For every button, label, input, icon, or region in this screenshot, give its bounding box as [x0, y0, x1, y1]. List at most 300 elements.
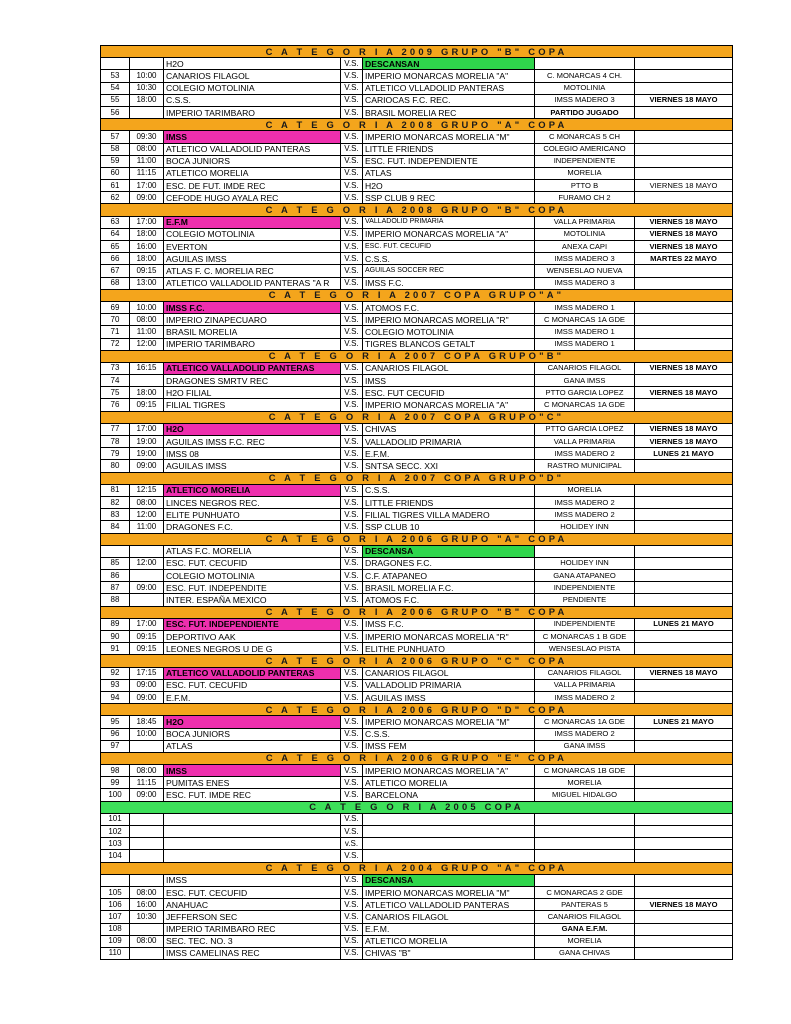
- match-date: [635, 594, 733, 606]
- home-team: INTER. ESPAÑA MEXICO: [164, 594, 341, 606]
- away-team: CARIOCAS F.C. REC.: [363, 94, 535, 106]
- table-row: [101, 935, 733, 947]
- schedule-sheet: [100, 45, 732, 960]
- match-date: [635, 509, 733, 521]
- match-time: 18:00: [130, 228, 164, 240]
- venue: IMSS MADERO 2: [535, 448, 635, 460]
- away-team: VALLADOLID PRIMARIA: [363, 679, 535, 691]
- venue: PTTO GARCIA LOPEZ: [535, 387, 635, 399]
- table-row: [101, 277, 733, 289]
- category-header: [101, 350, 733, 362]
- away-team: BARCELONA: [363, 789, 535, 801]
- match-date: [635, 557, 733, 569]
- venue: IMSS MADERO 3: [535, 94, 635, 106]
- away-team: IMPERIO MONARCAS MORELIA "A": [363, 765, 535, 777]
- match-time: 17:00: [130, 423, 164, 435]
- home-team: ANAHUAC: [164, 899, 341, 911]
- match-time: 09:15: [130, 399, 164, 411]
- table-row: [101, 375, 733, 387]
- home-team: ELITE PUNHUATO: [164, 509, 341, 521]
- table-row: [101, 70, 733, 82]
- match-time: 16:15: [130, 362, 164, 374]
- table-row: [101, 423, 733, 435]
- match-date: [635, 277, 733, 289]
- match-time: 10:30: [130, 911, 164, 923]
- venue: INDEPENDIENTE: [535, 618, 635, 630]
- away-team: FILIAL TIGRES VILLA MADERO: [363, 509, 535, 521]
- match-number: 56: [101, 106, 130, 118]
- table-row: [101, 448, 733, 460]
- home-team: AGUILAS IMSS: [164, 460, 341, 472]
- table-row: [101, 691, 733, 703]
- category-header: [101, 46, 733, 58]
- match-date: [635, 265, 733, 277]
- home-team: AGUILAS IMSS: [164, 253, 341, 265]
- table-row: [101, 899, 733, 911]
- versus-label: V.S.: [341, 106, 363, 118]
- category-header: [101, 411, 733, 423]
- match-number: 84: [101, 521, 130, 533]
- match-number: 88: [101, 594, 130, 606]
- away-team: ATLETICO VLLADOLID PANTERAS: [363, 82, 535, 94]
- table-row: [101, 777, 733, 789]
- match-number: 106: [101, 899, 130, 911]
- venue: ANEXA CAPI: [535, 241, 635, 253]
- versus-label: V.S.: [341, 557, 363, 569]
- category-header: [101, 119, 733, 131]
- home-team: ATLAS F.C. MORELIA: [164, 545, 341, 557]
- versus-label: V.S.: [341, 338, 363, 350]
- home-team: ATLETICO MORELIA: [164, 167, 341, 179]
- match-date: [635, 338, 733, 350]
- match-time: 09:30: [130, 131, 164, 143]
- venue: C MONARCAS 2 GDE: [535, 886, 635, 898]
- home-team: H2O: [164, 423, 341, 435]
- match-number: 55: [101, 94, 130, 106]
- venue: PARTIDO JUGADO: [535, 106, 635, 118]
- match-number: 85: [101, 557, 130, 569]
- match-time: [130, 58, 164, 70]
- match-number: 102: [101, 826, 130, 838]
- match-date: [635, 582, 733, 594]
- table-row: [101, 106, 733, 118]
- home-team: JEFFERSON SEC: [164, 911, 341, 923]
- home-team: IMSS 08: [164, 448, 341, 460]
- match-time: 18:45: [130, 716, 164, 728]
- table-row: [101, 496, 733, 508]
- match-time: [130, 594, 164, 606]
- table-row: [101, 594, 733, 606]
- category-header: [101, 752, 733, 764]
- category-header: [101, 655, 733, 667]
- match-date: [635, 82, 733, 94]
- match-time: 17:15: [130, 667, 164, 679]
- versus-label: V.S.: [341, 253, 363, 265]
- match-number: 68: [101, 277, 130, 289]
- versus-label: V.S.: [341, 886, 363, 898]
- venue: GANA ATAPANEO: [535, 570, 635, 582]
- match-date: [635, 131, 733, 143]
- match-time: [130, 545, 164, 557]
- category-title: C A T E G O R I A 2006 GRUPO "A" COPA: [101, 533, 733, 545]
- home-team: E.F.M: [164, 216, 341, 228]
- versus-label: V.S.: [341, 740, 363, 752]
- away-team: VALLADOLID PRIMARIA: [363, 216, 535, 228]
- home-team: AGUILAS IMSS F.C. REC: [164, 436, 341, 448]
- home-team: ATLETICO VALLADOLID PANTERAS "A R: [164, 277, 341, 289]
- home-team: DEPORTIVO AAK: [164, 631, 341, 643]
- venue: CANARIOS FILAGOL: [535, 667, 635, 679]
- away-team: CANARIOS FILAGOL: [363, 667, 535, 679]
- away-team: SSP CLUB 10: [363, 521, 535, 533]
- versus-label: V.S.: [341, 777, 363, 789]
- match-time: 11:00: [130, 326, 164, 338]
- versus-label: V.S.: [341, 387, 363, 399]
- match-date: [635, 484, 733, 496]
- away-team: ESC. FUT CECUFID: [363, 387, 535, 399]
- versus-label: V.S.: [341, 716, 363, 728]
- match-date: [635, 631, 733, 643]
- match-time: 12:00: [130, 509, 164, 521]
- venue: MORELIA: [535, 777, 635, 789]
- away-team: DESCANSA: [363, 545, 535, 557]
- match-date: [635, 947, 733, 959]
- match-date: [635, 399, 733, 411]
- match-date: [635, 923, 733, 935]
- table-row: [101, 643, 733, 655]
- table-row: [101, 362, 733, 374]
- category-title: C A T E G O R I A 2008 GRUPO "A" COPA: [101, 119, 733, 131]
- venue: [535, 58, 635, 70]
- match-time: 10:30: [130, 82, 164, 94]
- table-row: [101, 436, 733, 448]
- match-number: 95: [101, 716, 130, 728]
- match-time: 18:00: [130, 94, 164, 106]
- match-number: 96: [101, 728, 130, 740]
- versus-label: V.S.: [341, 679, 363, 691]
- category-header: [101, 606, 733, 618]
- away-team: ATOMOS F.C.: [363, 301, 535, 313]
- table-row: [101, 460, 733, 472]
- venue: [535, 850, 635, 862]
- venue: MIGUEL HIDALGO: [535, 789, 635, 801]
- away-team: AGUILAS IMSS: [363, 691, 535, 703]
- match-number: 54: [101, 82, 130, 94]
- away-team: CANARIOS FILAGOL: [363, 911, 535, 923]
- table-row: [101, 631, 733, 643]
- home-team: COLEGIO MOTOLINIA: [164, 82, 341, 94]
- away-team: IMSS: [363, 375, 535, 387]
- versus-label: V.S.: [341, 728, 363, 740]
- match-time: 09:00: [130, 789, 164, 801]
- match-time: 17:00: [130, 618, 164, 630]
- match-date: VIERNES 18 MAYO: [635, 362, 733, 374]
- table-row: [101, 716, 733, 728]
- versus-label: V.S.: [341, 496, 363, 508]
- away-team: IMSS F.C.: [363, 618, 535, 630]
- venue: IMSS MADERO 3: [535, 253, 635, 265]
- match-number: [101, 545, 130, 557]
- away-team: SSP CLUB 9 REC: [363, 192, 535, 204]
- match-time: 10:00: [130, 728, 164, 740]
- away-team: IMPERIO MONARCAS MORELIA "A": [363, 70, 535, 82]
- match-number: 78: [101, 436, 130, 448]
- versus-label: V.S.: [341, 167, 363, 179]
- match-number: 94: [101, 691, 130, 703]
- category-header: [101, 204, 733, 216]
- table-row: [101, 265, 733, 277]
- match-number: 81: [101, 484, 130, 496]
- home-team: EVERTON: [164, 241, 341, 253]
- venue: C MONARCAS 1B GDE: [535, 765, 635, 777]
- match-number: 83: [101, 509, 130, 521]
- away-team: IMSS FEM: [363, 740, 535, 752]
- venue: C MONARCAS 1A GDE: [535, 399, 635, 411]
- venue: INDEPENDIENTE: [535, 155, 635, 167]
- away-team: IMPERIO MONARCAS MORELIA "M": [363, 131, 535, 143]
- away-team: ESC. FUT. CECUFID: [363, 241, 535, 253]
- versus-label: V.S.: [341, 143, 363, 155]
- home-team: H2O: [164, 58, 341, 70]
- home-team: DRAGONES F.C.: [164, 521, 341, 533]
- away-team: IMPERIO MONARCAS MORELIA "M": [363, 716, 535, 728]
- match-number: 110: [101, 947, 130, 959]
- match-date: [635, 58, 733, 70]
- table-row: [101, 789, 733, 801]
- versus-label: V.S.: [341, 813, 363, 825]
- match-number: 64: [101, 228, 130, 240]
- category-title: C A T E G O R I A 2006 GRUPO "C" COPA: [101, 655, 733, 667]
- match-time: 11:00: [130, 521, 164, 533]
- table-row: [101, 521, 733, 533]
- table-row: [101, 947, 733, 959]
- away-team: IMPERIO MONARCAS MORELIA "M": [363, 886, 535, 898]
- match-number: 109: [101, 935, 130, 947]
- match-number: 62: [101, 192, 130, 204]
- versus-label: V.S.: [341, 899, 363, 911]
- venue: COLEGIO AMERICANO: [535, 143, 635, 155]
- versus-label: V.S.: [341, 228, 363, 240]
- home-team: IMSS: [164, 765, 341, 777]
- match-time: 11:15: [130, 167, 164, 179]
- versus-label: V.S.: [341, 131, 363, 143]
- table-row: [101, 228, 733, 240]
- home-team: [164, 850, 341, 862]
- match-date: [635, 935, 733, 947]
- home-team: CEFODE HUGO AYALA REC: [164, 192, 341, 204]
- home-team: SEC. TEC. NO. 3: [164, 935, 341, 947]
- table-row: [101, 582, 733, 594]
- away-team: IMSS F.C.: [363, 277, 535, 289]
- match-time: 08:00: [130, 935, 164, 947]
- match-number: 53: [101, 70, 130, 82]
- match-number: 99: [101, 777, 130, 789]
- match-number: 98: [101, 765, 130, 777]
- match-number: 61: [101, 180, 130, 192]
- match-time: [130, 740, 164, 752]
- versus-label: V.S.: [341, 594, 363, 606]
- match-time: 10:00: [130, 301, 164, 313]
- home-team: [164, 826, 341, 838]
- versus-label: V.S.: [341, 241, 363, 253]
- match-number: 58: [101, 143, 130, 155]
- versus-label: V.S.: [341, 460, 363, 472]
- home-team: LINCES NEGROS REC.: [164, 496, 341, 508]
- match-date: VIERNES 18 MAYO: [635, 94, 733, 106]
- match-date: [635, 874, 733, 886]
- home-team: IMSS CAMELINAS REC: [164, 947, 341, 959]
- match-date: VIERNES 18 MAYO: [635, 423, 733, 435]
- table-row: [101, 874, 733, 886]
- venue: [535, 838, 635, 850]
- match-date: VIERNES 18 MAYO: [635, 667, 733, 679]
- home-team: COLEGIO MOTOLINIA: [164, 228, 341, 240]
- away-team: COLEGIO MOTOLINIA: [363, 326, 535, 338]
- table-row: [101, 301, 733, 313]
- away-team: DESCANSA: [363, 874, 535, 886]
- versus-label: V.S.: [341, 911, 363, 923]
- away-team: CHIVAS "B": [363, 947, 535, 959]
- match-time: 16:00: [130, 241, 164, 253]
- away-team: CANARIOS FILAGOL: [363, 362, 535, 374]
- table-row: [101, 484, 733, 496]
- versus-label: V.S.: [341, 618, 363, 630]
- match-time: 08:00: [130, 496, 164, 508]
- versus-label: V.S.: [341, 923, 363, 935]
- venue: IMSS MADERO 3: [535, 277, 635, 289]
- versus-label: V.S.: [341, 545, 363, 557]
- venue: INDEPENDIENTE: [535, 582, 635, 594]
- match-time: 13:00: [130, 277, 164, 289]
- home-team: ATLAS F. C. MORELIA REC: [164, 265, 341, 277]
- match-date: LUNES 21 MAYO: [635, 716, 733, 728]
- match-number: 93: [101, 679, 130, 691]
- match-date: VIERNES 18 MAYO: [635, 228, 733, 240]
- match-time: 09:00: [130, 192, 164, 204]
- home-team: ESC. FUT. INDEPENDIENTE: [164, 618, 341, 630]
- away-team: C.S.S.: [363, 253, 535, 265]
- match-time: 10:00: [130, 70, 164, 82]
- venue: RASTRO MUNICIPAL: [535, 460, 635, 472]
- home-team: ESC. FUT. CECUFID: [164, 679, 341, 691]
- away-team: H2O: [363, 180, 535, 192]
- venue: PANTERAS 5: [535, 899, 635, 911]
- versus-label: V.S.: [341, 850, 363, 862]
- match-time: 18:00: [130, 387, 164, 399]
- versus-label: V.S.: [341, 448, 363, 460]
- match-number: 100: [101, 789, 130, 801]
- match-date: [635, 838, 733, 850]
- versus-label: V.S.: [341, 58, 363, 70]
- table-row: [101, 826, 733, 838]
- table-row: [101, 241, 733, 253]
- match-date: [635, 691, 733, 703]
- versus-label: V.S.: [341, 667, 363, 679]
- match-time: [130, 375, 164, 387]
- match-number: 90: [101, 631, 130, 643]
- versus-label: V.S.: [341, 582, 363, 594]
- home-team: IMSS: [164, 874, 341, 886]
- home-team: ATLETICO MORELIA: [164, 484, 341, 496]
- versus-label: V.S.: [341, 399, 363, 411]
- versus-label: V.S.: [341, 216, 363, 228]
- versus-label: V.S.: [341, 874, 363, 886]
- match-time: 09:00: [130, 679, 164, 691]
- home-team: BOCA JUNIORS: [164, 155, 341, 167]
- match-date: [635, 192, 733, 204]
- match-date: [635, 521, 733, 533]
- versus-label: V.S.: [341, 947, 363, 959]
- versus-label: V.S.: [341, 789, 363, 801]
- match-time: [130, 874, 164, 886]
- versus-label: V.S.: [341, 362, 363, 374]
- venue: VALLA PRIMARIA: [535, 216, 635, 228]
- category-header: [101, 704, 733, 716]
- home-team: [164, 813, 341, 825]
- match-date: MARTES 22 MAYO: [635, 253, 733, 265]
- match-date: [635, 496, 733, 508]
- match-number: 77: [101, 423, 130, 435]
- away-team: BRASIL MORELIA F.C.: [363, 582, 535, 594]
- home-team: COLEGIO MOTOLINIA: [164, 570, 341, 582]
- match-time: 09:00: [130, 460, 164, 472]
- match-date: [635, 728, 733, 740]
- versus-label: V.S.: [341, 643, 363, 655]
- table-row: [101, 82, 733, 94]
- venue: IMSS MADERO 1: [535, 338, 635, 350]
- table-row: [101, 813, 733, 825]
- match-time: [130, 106, 164, 118]
- match-number: 63: [101, 216, 130, 228]
- away-team: ATLETICO MORELIA: [363, 935, 535, 947]
- category-header: [101, 472, 733, 484]
- home-team: [164, 838, 341, 850]
- versus-label: V.S.: [341, 94, 363, 106]
- match-time: 08:00: [130, 886, 164, 898]
- match-date: [635, 143, 733, 155]
- home-team: IMSS F.C.: [164, 301, 341, 313]
- home-team: ESC. DE FUT. IMDE REC: [164, 180, 341, 192]
- table-row: [101, 94, 733, 106]
- table-row: [101, 838, 733, 850]
- venue: [535, 545, 635, 557]
- match-date: [635, 155, 733, 167]
- schedule-body: [101, 46, 733, 960]
- match-time: 16:00: [130, 899, 164, 911]
- home-team: IMPERIO TARIMBARO: [164, 338, 341, 350]
- versus-label: V.S.: [341, 192, 363, 204]
- home-team: ESC. FUT. CECUFID: [164, 557, 341, 569]
- venue: PTTO GARCIA LOPEZ: [535, 423, 635, 435]
- away-team: DRAGONES F.C.: [363, 557, 535, 569]
- match-date: [635, 765, 733, 777]
- versus-label: V.S.: [341, 423, 363, 435]
- match-time: [130, 813, 164, 825]
- match-date: [635, 167, 733, 179]
- versus-label: V.S.: [341, 826, 363, 838]
- venue: MOTOLINIA: [535, 228, 635, 240]
- away-team: CHIVAS: [363, 423, 535, 435]
- venue: GANA IMSS: [535, 740, 635, 752]
- away-team: IMPERIO MONARCAS MORELIA "R": [363, 314, 535, 326]
- match-number: 79: [101, 448, 130, 460]
- match-number: 82: [101, 496, 130, 508]
- match-number: 66: [101, 253, 130, 265]
- away-team: ATLETICO VALLADOLID PANTERAS: [363, 899, 535, 911]
- category-title: C A T E G O R I A 2009 GRUPO "B" COPA: [101, 46, 733, 58]
- match-time: 08:00: [130, 314, 164, 326]
- match-time: 09:00: [130, 582, 164, 594]
